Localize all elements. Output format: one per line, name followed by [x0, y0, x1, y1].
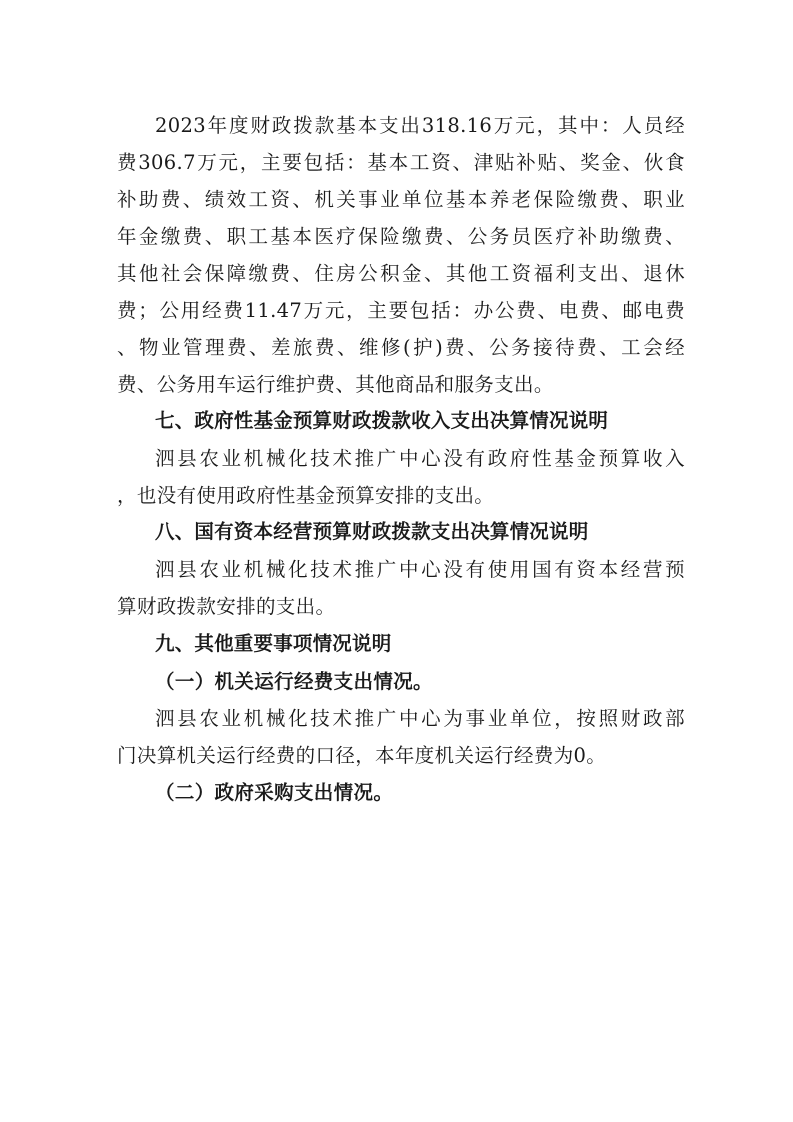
basic-expenditure-line-1: 2023年度财政拨款基本支出318.16万元，其中：人员经 [155, 114, 685, 137]
section-7-heading: 七、政府性基金预算财政拨款收入支出决算情况说明 [155, 409, 609, 432]
basic-expenditure-line-4: 年金缴费、职工基本医疗保险缴费、公务员医疗补助缴费、 [117, 225, 685, 248]
section-9-sub1-line-1: 泗县农业机械化技术推广中心为事业单位，按照财政部 [155, 707, 685, 730]
basic-expenditure-line-5: 其他社会保障缴费、住房公积金、其他工资福利支出、退休 [117, 262, 685, 285]
section-9-heading: 九、其他重要事项情况说明 [155, 632, 392, 655]
basic-expenditure-line-3: 补助费、绩效工资、机关事业单位基本养老保险缴费、职业 [117, 188, 685, 211]
basic-expenditure-line-7: 、物业管理费、差旅费、维修(护)费、公务接待费、工会经 [117, 336, 685, 359]
basic-expenditure-line-2: 费306.7万元，主要包括：基本工资、津贴补贴、奖金、伙食 [117, 151, 685, 174]
section-9-sub2-heading: （二）政府采购支出情况。 [155, 781, 394, 804]
basic-expenditure-line-6: 费；公用经费11.47万元，主要包括：办公费、电费、邮电费 [117, 299, 685, 322]
basic-expenditure-line-8: 费、公务用车运行维护费、其他商品和服务支出。 [117, 373, 554, 396]
section-8-heading: 八、国有资本经营预算财政拨款支出决算情况说明 [155, 520, 589, 543]
section-7-line-2: ，也没有使用政府性基金预算安排的支出。 [117, 484, 495, 507]
section-7-line-1: 泗县农业机械化技术推广中心没有政府性基金预算收入 [155, 447, 685, 470]
section-8-line-1: 泗县农业机械化技术推广中心没有使用国有资本经营预 [155, 558, 685, 581]
section-8-line-2: 算财政拨款安排的支出。 [117, 595, 336, 618]
section-9-sub1-heading: （一）机关运行经费支出情况。 [155, 670, 433, 693]
section-9-sub1-line-2: 门决算机关运行经费的口径，本年度机关运行经费为0。 [117, 744, 607, 767]
